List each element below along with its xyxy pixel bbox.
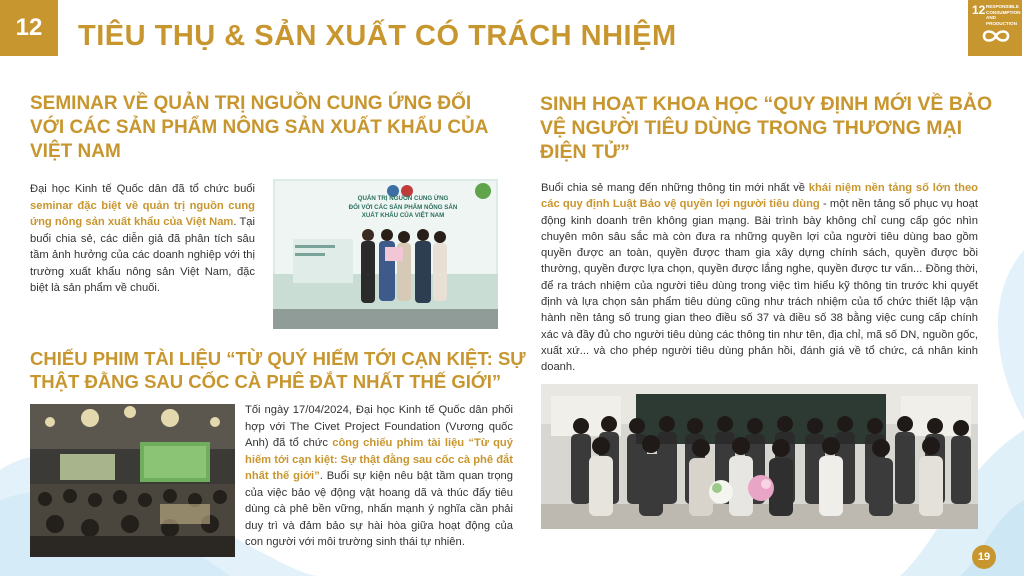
page-number: 19 <box>972 545 996 569</box>
infinity-icon <box>980 27 1012 45</box>
sdg-number: 12 <box>972 3 986 17</box>
goal-number: 12 <box>15 14 43 41</box>
page-title: TIÊU THỤ & SẢN XUẤT CÓ TRÁCH NHIỆM <box>78 20 677 52</box>
chieu-phim-paragraph: Tối ngày 17/04/2024, Đại học Kinh tế Quốc dân phối hợp với The Civet Project Foundation (Vương quốc Anh) đã tổ chức công chiếu phim tài liệu “Từ quý hiếm tới cạn kiệt: Sự thật đằng sau cốc cà phê đắt nhất thế giới”. Buổi sự kiện nêu bật tầm quan trọng của việc bảo vệ động vật hoang dã và thúc đẩy tiêu dùng cà phê bền vững, nhấn mạnh ý nghĩa cần phải duy trì và đảm bảo sự hài hòa giữa hoạt động của con người với môi trường sinh thái tự nhiên. <box>245 404 513 548</box>
seminar-highlight: seminar đặc biệt về quản trị nguồn cung ứng nông sản xuất khẩu của Việt Nam <box>30 199 255 228</box>
sdg-text: RESPONSIBLE CONSUMPTION AND PRODUCTION <box>986 4 1021 26</box>
chieu-phim-heading: CHIẾU PHIM TÀI LIỆU “TỪ QUÝ HIẾM TỚI CẠN KIỆT: SỰ THẬT ĐẰNG SAU CỐC CÀ PHÊ ĐẮT NHẤT THẾ GIỚI” <box>30 348 526 392</box>
chieu-phim-highlight: công chiếu phim tài liệu “Từ quý hiếm tới cạn kiệt: Sự thật đằng sau cốc cà phê đắt nhất thế giới” <box>245 437 513 482</box>
goal-number-badge <box>0 0 58 56</box>
seminar-paragraph: Đại học Kinh tế Quốc dân đã tổ chức buổi seminar đặc biệt về quản trị nguồn cung ứng nông sản xuất khẩu của Việt Nam. Tại buổi chia sẻ, các diễn giả đã phân tích sâu tầm ảnh hưởng của các doanh nghiệp với thị trường xuất khẩu nông sản Việt Nam, đặc biệt là sản phẩm về chuối. <box>30 183 255 294</box>
sinh-hoat-paragraph: Buổi chia sẻ mang đến những thông tin mới nhất về khái niệm nền tảng số lớn theo các quy định Luật Bảo vệ quyền lợi người tiêu dùng - một nền tảng số phục vụ hoạt động kinh doanh trên không gian mạng. Bài trình bày không chỉ cung cấp góc nhìn chuyên môn sâu sắc mà còn đưa ra những quyền lợi của người tiêu dùng bao gồm quyền được an toàn, quyền được tham gia xây dựng chính sách, quyền được bồi thường, quyền được lựa chọn, quyền được lắng nghe, quyền được tư vấn... Đồng thời, để ra trách nhiệm của người tiêu dùng trong việc tìm hiểu kỹ thông tin trước khi quyết định và lựa chọn sản phẩm tiêu dùng cũng như trách nhiệm của tổ chức thiết lập vận hành nền tảng số trung gian theo điều số 37 và điều số 38 bằng việc cung cấp chính xác và đầy đủ cho người tiêu dùng các thông tin như tên, địa chỉ, mã số DN, nguồn gốc, xuất xứ... và cho phép người tiêu dùng phản hồi, đánh giá về tổ chức, cá nhân kinh doanh. <box>541 182 978 374</box>
sinh-hoat-heading: SINH HOẠT KHOA HỌC “QUY ĐỊNH MỚI VỀ BẢO VỆ NGƯỜI TIÊU DÙNG TRONG THƯƠNG MẠI ĐIỆN TỬ” <box>540 93 993 163</box>
seminar-banner-line: QUẢN TRỊ NGUỒN CUNG ỨNG <box>357 195 449 202</box>
chieu-phim-photo <box>30 404 235 557</box>
sdg12-logo <box>968 0 1022 56</box>
seminar-photo <box>273 179 498 329</box>
seminar-heading: SEMINAR VỀ QUẢN TRỊ NGUỒN CUNG ỨNG ĐỐI VỚI CÁC SẢN PHẨM NÔNG SẢN XUẤT KHẨU CỦA VIỆT NAM <box>30 93 488 162</box>
sinh-hoat-highlight: khái niệm nền tảng số lớn theo các quy định Luật Bảo vệ quyền lợi người tiêu dùng <box>541 182 978 211</box>
sinh-hoat-group-photo <box>541 384 978 529</box>
seminar-banner-line: ĐỐI VỚI CÁC SẢN PHẨM NÔNG SẢN <box>348 203 458 211</box>
seminar-banner-line: XUẤT KHẨU CỦA VIỆT NAM <box>361 212 445 219</box>
